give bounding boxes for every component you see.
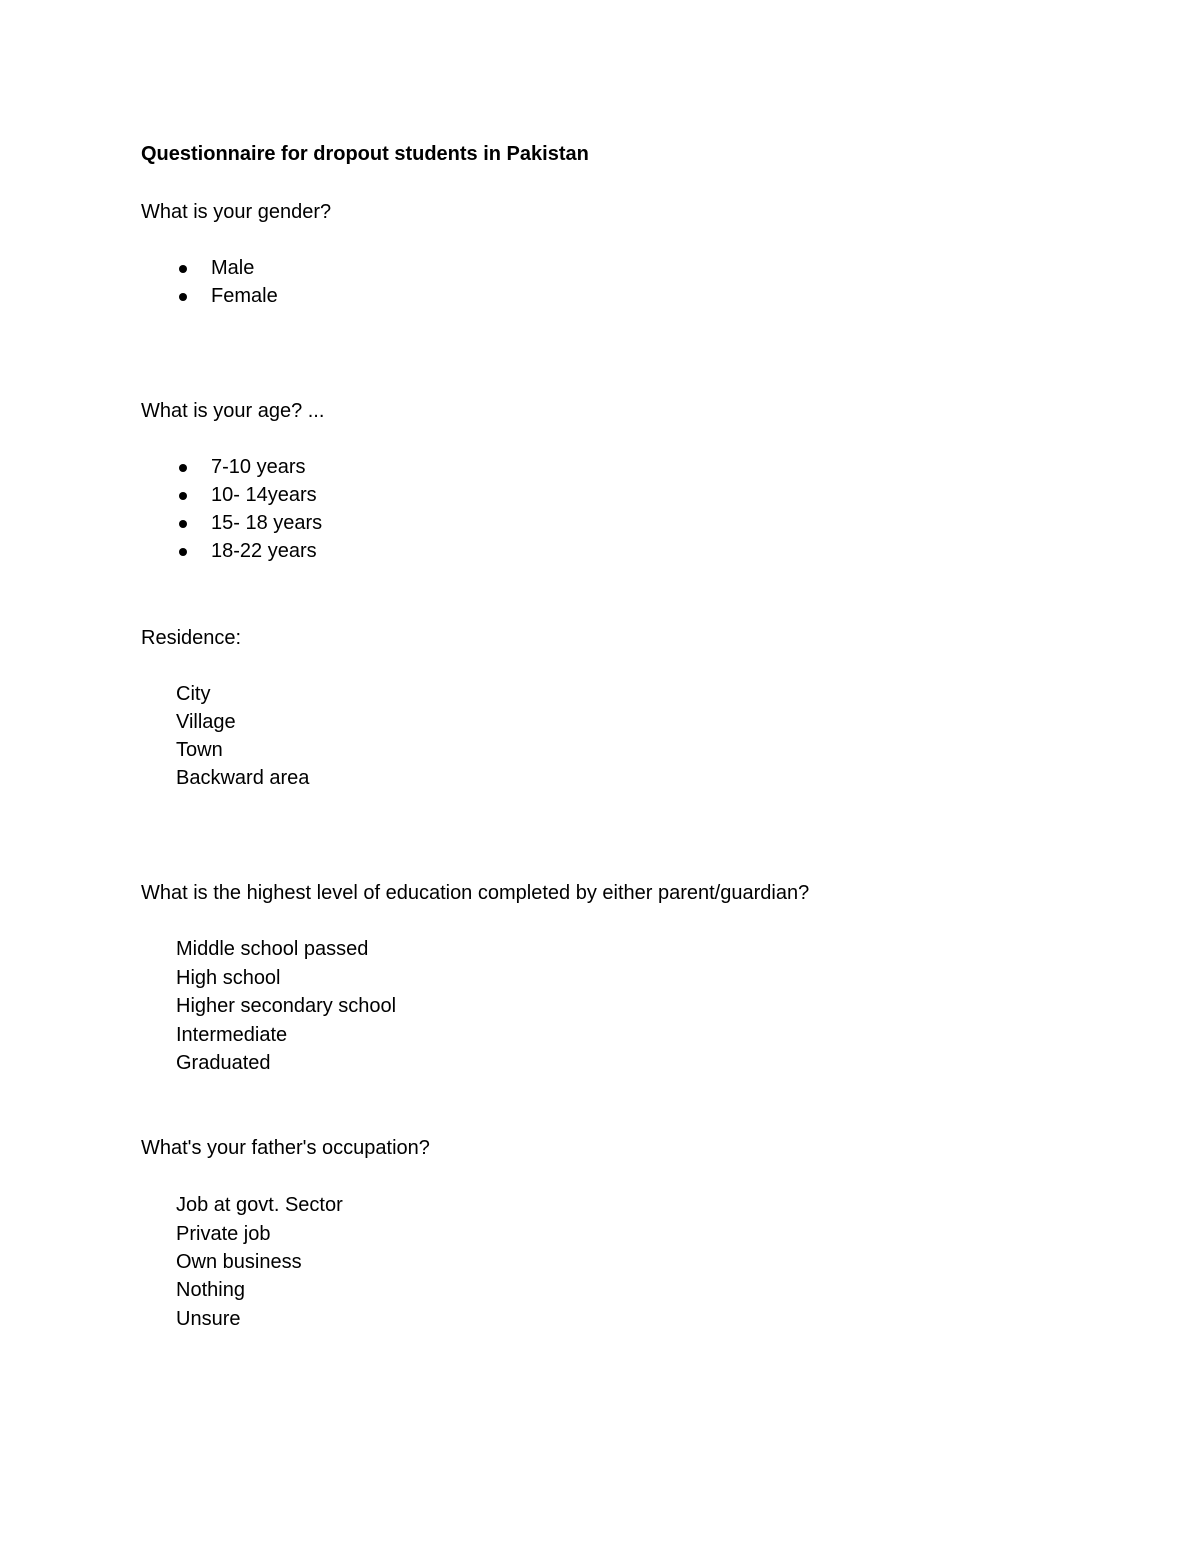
option-occupation-1: Job at govt. Sector xyxy=(176,1194,343,1216)
option-gender-female: Female xyxy=(211,285,278,307)
option-age-3: 15- 18 years xyxy=(211,512,323,534)
option-age-2: 10- 14years xyxy=(211,484,317,506)
option-residence-village: Village xyxy=(176,711,236,733)
option-education-4: Intermediate xyxy=(176,1024,288,1046)
option-residence-town: Town xyxy=(176,739,223,761)
bullet-icon xyxy=(179,464,187,472)
bullet-icon xyxy=(179,520,187,528)
question-age: What is your age? ... xyxy=(141,400,325,422)
question-father-occupation: What's your father's occupation? xyxy=(141,1137,430,1159)
option-education-1: Middle school passed xyxy=(176,938,369,960)
option-gender-male: Male xyxy=(211,257,255,279)
option-occupation-4: Nothing xyxy=(176,1279,245,1301)
option-occupation-2: Private job xyxy=(176,1223,271,1245)
bullet-icon xyxy=(179,548,187,556)
bullet-icon xyxy=(179,265,187,273)
document-title: Questionnaire for dropout students in Pakistan xyxy=(141,143,589,165)
option-residence-backward-area: Backward area xyxy=(176,767,310,789)
option-education-2: High school xyxy=(176,967,281,989)
option-education-3: Higher secondary school xyxy=(176,995,397,1017)
question-parent-education: What is the highest level of education completed by either parent/guardian? xyxy=(141,882,810,904)
option-education-5: Graduated xyxy=(176,1052,271,1074)
option-occupation-3: Own business xyxy=(176,1251,302,1273)
question-gender: What is your gender? xyxy=(141,201,332,223)
option-age-4: 18-22 years xyxy=(211,540,317,562)
option-age-1: 7-10 years xyxy=(211,456,306,478)
option-residence-city: City xyxy=(176,683,211,705)
question-residence: Residence: xyxy=(141,627,242,649)
bullet-icon xyxy=(179,293,187,301)
bullet-icon xyxy=(179,492,187,500)
option-occupation-5: Unsure xyxy=(176,1308,241,1330)
